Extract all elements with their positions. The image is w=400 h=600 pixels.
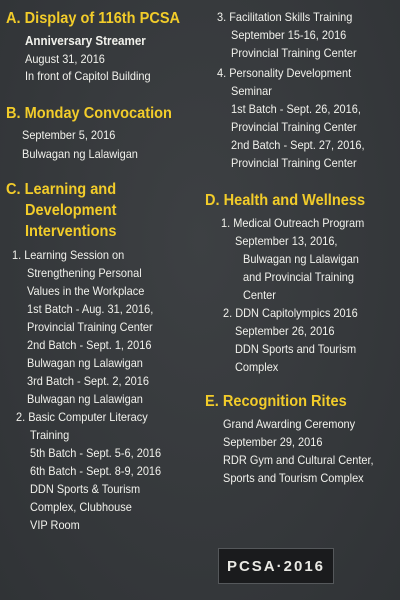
section-c-line: 1st Batch - Aug. 31, 2016, xyxy=(27,302,154,316)
section-e-line: RDR Gym and Cultural Center, xyxy=(223,453,374,467)
section-b-line: Bulwagan ng Lalawigan xyxy=(22,147,138,161)
section-a-line: Anniversary Streamer xyxy=(25,34,146,48)
section-c-line: 2. Basic Computer Literacy xyxy=(16,410,148,424)
section-a-line: August 31, 2016 xyxy=(25,52,105,66)
section-c-line: DDN Sports & Tourism xyxy=(30,482,141,496)
section-c-title: Development xyxy=(25,202,117,219)
section-c-cont-line: 2nd Batch - Sept. 27, 2016, xyxy=(231,138,365,152)
section-d-line: September 13, 2016, xyxy=(235,234,338,248)
section-d-line: and Provincial Training xyxy=(243,270,355,284)
section-c-cont-line: Provincial Training Center xyxy=(231,46,357,60)
section-d-line: September 26, 2016 xyxy=(235,324,335,338)
section-c-line: 2nd Batch - Sept. 1, 2016 xyxy=(27,338,152,352)
section-d-title: D. Health and Wellness xyxy=(205,192,366,209)
section-c-cont-line: Provincial Training Center xyxy=(231,120,357,134)
section-d-line: Center xyxy=(243,288,276,302)
section-c-line: Bulwagan ng Lalawigan xyxy=(27,392,143,406)
section-c-line: 1. Learning Session on xyxy=(12,248,125,262)
section-a-line: In front of Capitol Building xyxy=(25,69,151,83)
section-c-line: Strengthening Personal xyxy=(27,266,142,280)
section-c-line: 5th Batch - Sept. 5-6, 2016 xyxy=(30,446,162,460)
section-c-line: Provincial Training Center xyxy=(27,320,153,334)
section-e-line: September 29, 2016 xyxy=(223,435,323,449)
section-c-line: 3rd Batch - Sept. 2, 2016 xyxy=(27,374,149,388)
section-c-title: C. Learning and xyxy=(6,181,117,198)
section-c-cont-line: 3. Facilitation Skills Training xyxy=(217,10,353,24)
section-c-title: Interventions xyxy=(25,223,117,240)
section-d-line: Bulwagan ng Lalawigan xyxy=(243,252,359,266)
section-c-cont-line: September 15-16, 2016 xyxy=(231,28,347,42)
section-c-line: Bulwagan ng Lalawigan xyxy=(27,356,143,370)
section-b-title: B. Monday Convocation xyxy=(6,105,172,122)
section-c-line: Training xyxy=(30,428,70,442)
section-d-line: DDN Sports and Tourism xyxy=(235,342,357,356)
section-c-cont-line: 1st Batch - Sept. 26, 2016, xyxy=(231,102,361,116)
section-e-title: E. Recognition Rites xyxy=(205,393,347,410)
section-c-line: Complex, Clubhouse xyxy=(30,500,132,514)
section-c-cont-line: Seminar xyxy=(231,84,272,98)
section-c-cont-line: Provincial Training Center xyxy=(231,156,357,170)
section-c-line: 6th Batch - Sept. 8-9, 2016 xyxy=(30,464,162,478)
section-e-line: Grand Awarding Ceremony xyxy=(223,417,356,431)
section-d-line: 1. Medical Outreach Program xyxy=(221,216,365,230)
section-a-title: A. Display of 116th PCSA xyxy=(6,10,181,27)
section-b-line: September 5, 2016 xyxy=(22,128,116,142)
section-e-line: Sports and Tourism Complex xyxy=(223,471,364,485)
section-d-line: 2. DDN Capitolympics 2016 xyxy=(223,306,358,320)
section-c-line: VIP Room xyxy=(30,518,80,532)
pcsa-2016-badge: PCSA·2016 xyxy=(218,548,334,584)
section-d-line: Complex xyxy=(235,360,279,374)
section-c-line: Values in the Workplace xyxy=(27,284,145,298)
section-c-cont-line: 4. Personality Development xyxy=(217,66,352,80)
